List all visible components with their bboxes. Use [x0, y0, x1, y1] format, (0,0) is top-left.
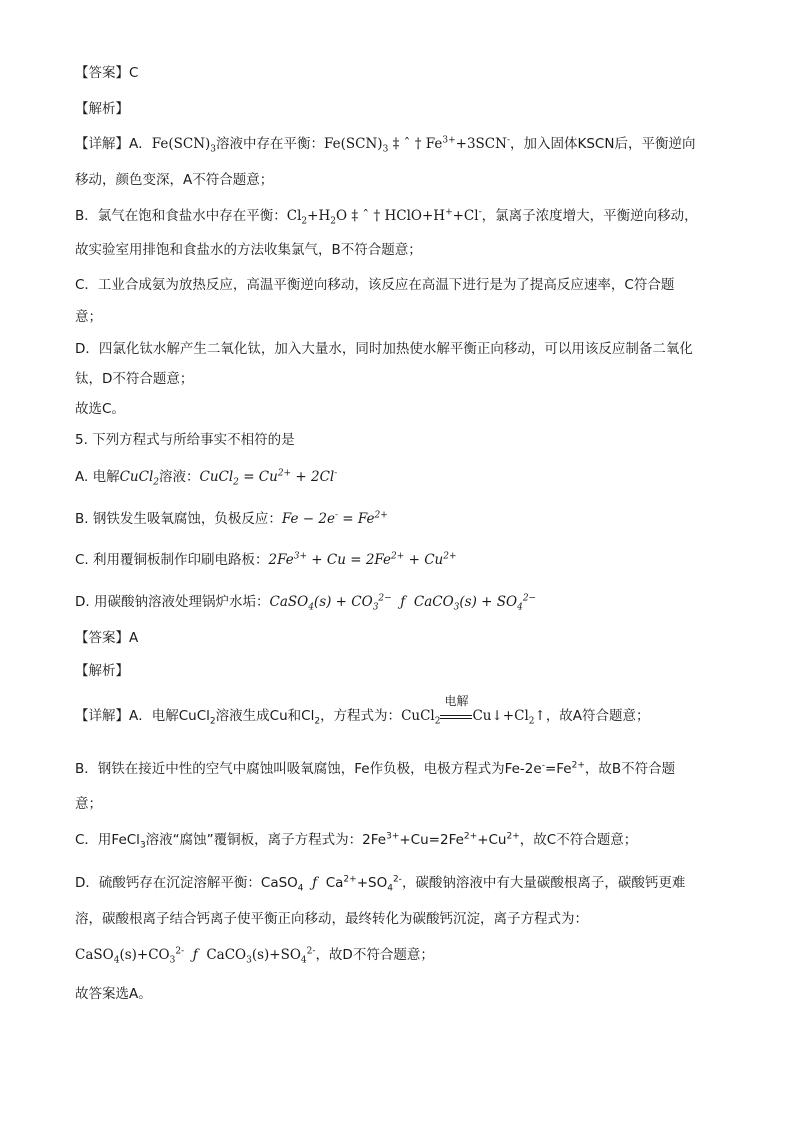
text: 溶液中存在平衡：: [216, 136, 325, 152]
text: 【详解】A．: [75, 136, 152, 152]
equation: CuCl$_2$ = $Cu^{2+} + 2Cl^-$: [199, 468, 338, 488]
q4-detail-a-line1: [75, 134, 695, 154]
q5-detail-d-line1: D．硫酸钙存在沉淀溶解平衡：CaSO$_4$ ƒ $Ca^{2+}+SO_4^{2-}$，碳酸钠溶液中有大量碳酸根离子，碳酸钙更难: [75, 874, 686, 894]
text: B．氯气在饱和食盐水中存在平衡：: [75, 208, 287, 224]
q4-detail-c-line1: C．工业合成氨为放热反应，高温平衡逆向移动，该反应在高温下进行是为了提高反应速率，C符合题: [75, 277, 675, 293]
q5-option-c: [75, 550, 457, 570]
q4-detail-d-line1: D．四氯化钛水解产生二氧化钛，加入大量水，同时加热使水解平衡正向移动，可以用该反应制备二氧化: [75, 341, 693, 357]
q4-detail-b-line1: [75, 206, 698, 226]
q5-option-a: [75, 467, 337, 487]
q5-detail-c: C．用FeCl$_3$溶液“腐蚀”覆铜板，离子方程式为：$2Fe^{3+}+Cu=2Fe^{2+}+Cu^{2+}$，故C不符合题意；: [75, 831, 638, 851]
q5-detail-b-line2: 意；: [75, 796, 102, 812]
equation-arrow: 电解: [440, 707, 472, 727]
equation: $CaSO_4(s)+CO_3^{2-}$ ƒ $CaCO_3(s)+SO_4^{2-}$: [75, 946, 316, 966]
electrolysis-equation: CuCl$_2$ 电解 $Cu↓+Cl_2↑$: [401, 693, 546, 727]
text: ，故A符合题意；: [545, 708, 650, 724]
q5-stem: 5. 下列方程式与所给事实不相符的是: [75, 432, 295, 448]
equation: CaSO$_4$(s) + $CO_3^{2-}$ ƒ CaCO$_3$(s) + $SO_4^{2-}$: [269, 593, 537, 613]
formula: $Fe(SCN)_3$: [151, 136, 217, 155]
text: D. 用碳酸钠溶液处理锅炉水垢：: [75, 594, 270, 610]
q5-detail-d-line2: 溶，碳酸根离子结合钙离子使平衡正向移动，最终转化为碳酸钙沉淀，离子方程式为：: [75, 911, 588, 927]
text: C. 利用覆铜板制作印刷电路板：: [75, 552, 269, 568]
formula: $Fe(SCN)_3$ ‡ ˆ † $Fe^{3+}+3SCN^-$: [324, 135, 510, 155]
q5-detail-b-line1: B．钢铁在接近中性的空气中腐蚀叫吸氧腐蚀，Fe作负极，电极方程式为$Fe-2e^-=Fe^{2+}$，故B不符合题: [75, 760, 676, 777]
q4-detail-a-line2: 移动，颜色变深，A不符合题意；: [75, 172, 274, 188]
q4-detail-c-line2: 意；: [75, 309, 102, 325]
q5-detail-d-line3: $CaSO_4(s)+CO_3^{2-}$ ƒ $CaCO_3(s)+SO_4^{2-}$，故D不符合题意；: [75, 946, 434, 966]
text: 【详解】A．电解: [75, 708, 179, 724]
q4-analysis: 【解析】: [75, 101, 129, 117]
text: ，氯离子浓度增大，平衡逆向移动，: [481, 208, 698, 224]
text: A. 电解: [75, 469, 120, 485]
q5-option-b: [75, 509, 388, 529]
q5-conclusion: 故答案选A。: [75, 986, 152, 1002]
text: 溶液：: [159, 469, 200, 485]
equation: $2Fe^{3+} + Cu = 2Fe^{2+} + Cu^{2+}$: [268, 551, 457, 568]
text: B. 钢铁发生吸氧腐蚀，负极反应：: [75, 511, 282, 527]
formula: CuCl: [178, 708, 210, 724]
text: 溶液生成Cu和Cl: [215, 708, 315, 724]
formula: $Cl_2+H_2O$ ‡ ˆ † HClO+H++Cl-: [286, 207, 482, 227]
equation: $Fe - 2e^- = Fe^{2+}$: [281, 510, 388, 527]
q5-analysis: 【解析】: [75, 663, 129, 679]
formula: CuCl$_2$: [119, 469, 159, 488]
text: ，方程式为：: [320, 708, 402, 724]
q4-conclusion: 故选C。: [75, 401, 125, 417]
q5-detail-a: 【详解】A．电解CuCl$_2$溶液生成Cu和$Cl_2$，方程式为：CuCl$_2$ 电解 $Cu↓+Cl_2↑$，故A符合题意；: [75, 693, 650, 727]
text: ，加入固体KSCN后，平衡逆向: [510, 136, 696, 152]
q5-answer: 【答案】A: [75, 630, 139, 646]
q5-option-d: [75, 592, 536, 612]
q4-detail-b-line2: 故实验室用排饱和食盐水的方法收集氯气，B不符合题意；: [75, 242, 422, 258]
q4-detail-d-line2: 钛，D不符合题意；: [75, 371, 194, 387]
q4-answer: 【答案】C: [75, 65, 139, 81]
